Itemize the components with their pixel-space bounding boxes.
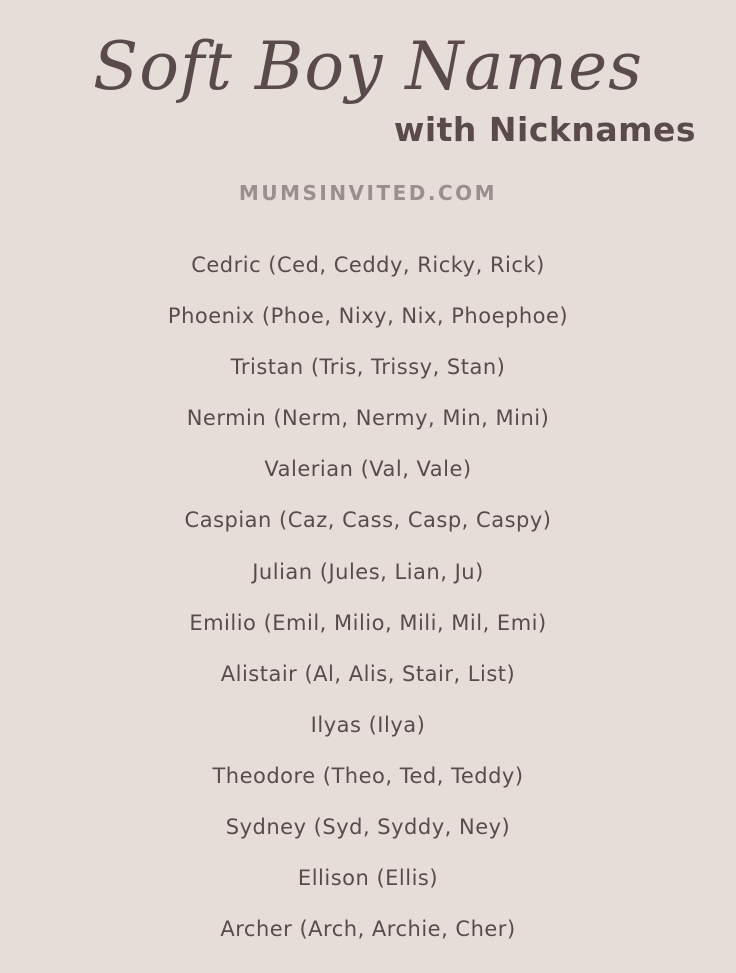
list-item: Cedric (Ced, Ceddy, Ricky, Rick) <box>191 253 545 277</box>
page-subtitle: with Nicknames <box>393 110 696 149</box>
list-item: Valerian (Val, Vale) <box>264 457 472 482</box>
list-item: Ellison (Ellis) <box>297 866 439 891</box>
list-item: Julian (Jules, Lian, Ju) <box>252 559 484 584</box>
list-item: Caspian (Caz, Cass, Casp, Caspy) <box>184 508 552 533</box>
list-item: Ilyas (Ilya) <box>310 712 426 737</box>
page-title: Soft Boy Names <box>93 28 643 105</box>
list-item: Sydney (Syd, Syddy, Ney) <box>225 815 511 840</box>
list-item: Theodore (Theo, Ted, Teddy) <box>212 763 524 788</box>
list-item: Emilio (Emil, Milio, Mili, Mil, Emi) <box>189 610 547 635</box>
site-name: MUMSINVITED.COM <box>238 181 498 205</box>
list-item: Archer (Arch, Archie, Cher) <box>220 917 516 942</box>
name-list <box>0 240 736 955</box>
list-item: Tristan (Tris, Trissy, Stan) <box>230 355 506 380</box>
list-item: Phoenix (Phoe, Nixy, Nix, Phoephoe) <box>167 304 569 329</box>
list-item: Alistair (Al, Alis, Stair, List) <box>220 661 516 686</box>
list-item: Nermin (Nerm, Nermy, Min, Mini) <box>186 406 550 431</box>
